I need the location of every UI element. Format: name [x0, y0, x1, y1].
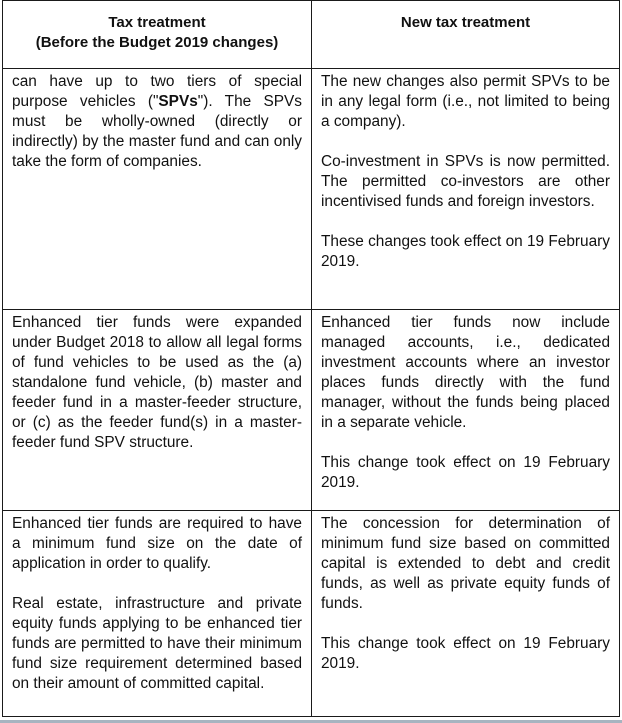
header-new-tax-treatment	[312, 1, 620, 69]
paragraph: This change took effect on 19 February 2019.	[321, 635, 610, 672]
header-col2-title: New tax treatment	[400, 14, 531, 31]
header-col1-title: Tax treatment	[108, 14, 206, 31]
cell-after-spv-tiers	[312, 69, 620, 310]
tax-treatment-table	[2, 0, 620, 717]
paragraph: The new changes also permit SPVs to be in any legal form (i.e., not limited to being a company).	[321, 73, 610, 130]
header-col1-subtitle: (Before the Budget 2019 changes)	[35, 34, 279, 51]
cell-before-minimum-fund-size	[3, 511, 312, 717]
paragraph: Co-investment in SPVs is now permitted. The permitted co-investors are other incentivised funds and foreign investors.	[321, 153, 610, 210]
paragraph	[12, 72, 302, 172]
cell-after-enhanced-tier-vehicles	[312, 310, 620, 511]
text-span: "). The SPVs must be wholly-owned (directly or indirectly) by the master fund and can only take the form of companies.	[12, 93, 302, 170]
paragraph: Enhanced tier funds now include managed accounts, i.e., dedicated investment accounts where an investor places funds directly with the fund manager, without the funds being placed in a separate vehicle.	[321, 314, 610, 431]
cell-before-enhanced-tier-vehicles	[3, 310, 312, 511]
paragraph: These changes took effect on 19 February 2019.	[321, 233, 610, 270]
paragraph: Enhanced tier funds were expanded under Budget 2018 to allow all legal forms of fund vehicles to be used as the (a) standalone fund vehicle, (b) master and feeder fund in a master-feeder structure, or (c) as the feeder fund(s) in a master-feeder fund SPV structure.	[12, 314, 302, 451]
paragraph: This change took effect on 19 February 2019.	[321, 454, 610, 491]
cell-before-spv-tiers	[3, 69, 312, 310]
text-span: can have up to two tiers of special purpose vehicles ("	[12, 73, 302, 110]
cell-after-minimum-fund-size	[312, 511, 620, 717]
paragraph: The concession for determination of minimum fund size based on committed capital is extended to debt and credit funds, as well as private equity funds of funds.	[321, 515, 610, 612]
table-row	[3, 69, 620, 310]
paragraph: Enhanced tier funds are required to have a minimum fund size on the date of application in order to qualify.	[12, 515, 302, 572]
header-row	[3, 1, 620, 69]
paragraph: Real estate, infrastructure and private equity funds applying to be enhanced tier funds are permitted to have their minimum fund size requirement determined based on their amount of committed capital.	[12, 595, 302, 692]
defined-term-spvs: SPVs	[158, 93, 198, 110]
header-tax-treatment-before	[3, 1, 312, 69]
table-row	[3, 310, 620, 511]
table-row	[3, 511, 620, 717]
